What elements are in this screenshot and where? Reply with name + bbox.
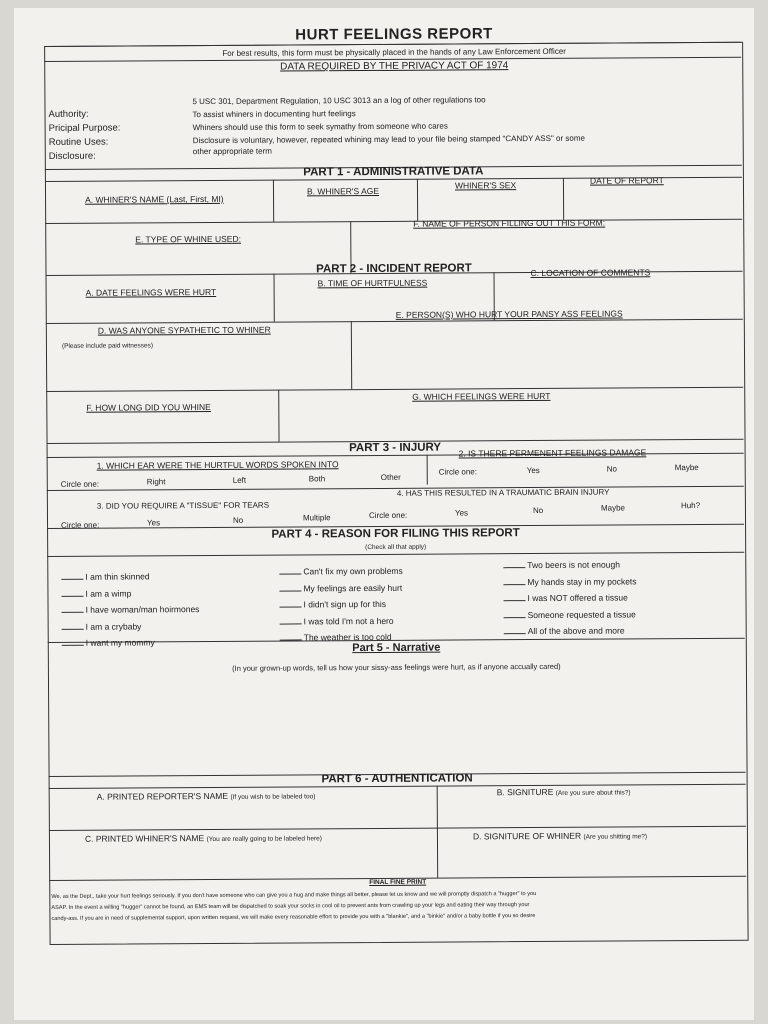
fine-print-heading: FINAL FINE PRINT bbox=[369, 878, 427, 887]
reason-item[interactable]: I didn't sign up for this bbox=[279, 596, 403, 613]
part3-q1-opt-both: Both bbox=[308, 474, 326, 484]
part3-q2-opt-maybe: Maybe bbox=[674, 463, 699, 473]
privacy-text-purpose: To assist whiners in documenting hurt feelings bbox=[192, 109, 356, 120]
privacy-text-authority: 5 USC 301, Department Regulation, 10 USC 3013 an a log of other regulations too bbox=[192, 95, 486, 107]
part4-note: (Check all that apply) bbox=[365, 543, 427, 552]
part6-signiture: B. SIGNITURE (Are you sure about this?) bbox=[496, 786, 631, 798]
reason-item[interactable]: All of the above and more bbox=[504, 622, 637, 639]
privacy-text-disclosure: Disclosure is voluntary, however, repeated whining may lead to your file being stamped "CANDY ASS" or some bbox=[192, 133, 585, 146]
part3-q4-opt-yes: Yes bbox=[454, 508, 469, 518]
privacy-label-authority: Authority: bbox=[48, 108, 89, 120]
part3-q3-opt-multiple: Multiple bbox=[302, 513, 331, 523]
part1-whiner-age: B. WHINER'S AGE bbox=[306, 185, 380, 197]
privacy-label-disclosure: Disclosure: bbox=[48, 150, 96, 162]
part2-time-hurt: B. TIME OF HURTFULNESS bbox=[317, 277, 428, 289]
reason-item[interactable]: I have woman/man hoirmones bbox=[62, 601, 200, 618]
part6-whiner-signiture: D. SIGNITURE OF WHINER (Are you shitting me?) bbox=[472, 830, 648, 842]
reason-item[interactable]: Someone requested a tissue bbox=[504, 606, 637, 623]
part3-q4-opt-no: No bbox=[532, 505, 544, 516]
part3-q4: 4. HAS THIS RESULTED IN A TRAUMATIC BRAIN INJURY bbox=[396, 487, 610, 498]
part4-heading: PART 4 - REASON FOR FILING THIS REPORT bbox=[271, 527, 520, 541]
privacy-labels bbox=[48, 108, 120, 164]
reason-item[interactable]: I am a crybaby bbox=[62, 618, 200, 635]
part3-q1-circle: Circle one: bbox=[60, 479, 100, 489]
part2-date-hurt: A. DATE FEELINGS WERE HURT bbox=[85, 286, 217, 298]
part4-col2 bbox=[279, 563, 403, 646]
fine-print-line: ASAP. In the event a willing "hugger" cannot be found, an EMS team will be dispatched to soak your socks in cool oil to prevent ants from crawling up your legs and eating their way through your bbox=[51, 902, 530, 911]
part3-q4-opt-huh: Huh? bbox=[680, 501, 701, 511]
part1-whiner-sex: WHINER'S SEX bbox=[454, 180, 517, 191]
part3-q3-opt-yes: Yes bbox=[146, 518, 161, 528]
part3-q1: 1. WHICH EAR WERE THE HURTFUL WORDS SPOKEN INTO bbox=[96, 459, 339, 471]
divider bbox=[427, 455, 428, 485]
part5-note: (In your grown-up words, tell us how your sissy-ass feelings were hurt, as if anyone accually cared) bbox=[232, 661, 561, 673]
fine-print-line: We, as the Dept., take your hurt feelings seriously. If you don't have someone who can give you a hug and make things all better, please let us know and we will promptly dispatch a "hugger" to you bbox=[51, 891, 537, 900]
paper-sheet bbox=[14, 8, 754, 1020]
part3-q3: 3. DID YOU REQUIRE A "TISSUE" FOR TEARS bbox=[96, 500, 270, 511]
privacy-texts bbox=[192, 93, 585, 156]
part1-whiner-name: A. WHINER'S NAME (Last, First, MI) bbox=[85, 193, 224, 205]
reason-item[interactable]: Two beers is not enough bbox=[503, 556, 636, 573]
privacy-label-uses: Routine Uses: bbox=[48, 136, 109, 148]
reason-item[interactable]: Can't fix my own problems bbox=[279, 563, 403, 580]
part3-q2-opt-no: No bbox=[606, 464, 617, 474]
part2-persons-hurt: E. PERSON(S) WHO HURT YOUR PANSY ASS FEELINGS bbox=[395, 308, 623, 320]
part3-heading: PART 3 - INJURY bbox=[349, 441, 442, 455]
part3-q3-opt-no: No bbox=[232, 515, 244, 525]
part5-heading: Part 5 - Narrative bbox=[352, 641, 441, 655]
privacy-text-term: other appropriate term bbox=[192, 146, 272, 157]
part2-how-long: F. HOW LONG DID YOU WHINE bbox=[86, 401, 211, 413]
reason-item[interactable]: My hands stay in my pockets bbox=[503, 573, 636, 590]
narrative-area[interactable] bbox=[68, 680, 729, 772]
part3-q3-circle: Circle one: bbox=[61, 520, 100, 530]
form-title: HURT FEELINGS REPORT bbox=[295, 25, 493, 44]
part1-date-report: DATE OF REPORT bbox=[589, 175, 664, 186]
part3-q1-opt-left: Left bbox=[232, 475, 247, 485]
part3-q2: 2. IS THERE PERMENENT FEELINGS DAMAGE bbox=[458, 447, 647, 459]
part3-q4-opt-maybe: Maybe bbox=[600, 503, 625, 513]
part4-col1 bbox=[61, 568, 199, 651]
part3-q1-opt-other: Other bbox=[380, 472, 401, 482]
part3-q2-opt-yes: Yes bbox=[526, 465, 540, 476]
part2-sympathetic: D. WAS ANYONE SYPATHETIC TO WHINER bbox=[97, 324, 271, 336]
reason-item[interactable]: The weather is too cold bbox=[280, 629, 404, 646]
reason-item[interactable]: My feelings are easily hurt bbox=[279, 579, 403, 596]
part3-q4-circle: Circle one: bbox=[368, 510, 408, 521]
reason-item[interactable]: I am thin skinned bbox=[61, 568, 199, 585]
privacy-text-uses: Whiners should use this form to seek symathy from someone who cares bbox=[192, 121, 448, 133]
reason-item[interactable]: I was NOT offered a tissue bbox=[503, 589, 636, 606]
reason-item[interactable]: I was told I'm not a hero bbox=[280, 612, 404, 629]
privacy-heading: DATA REQUIRED BY THE PRIVACY ACT OF 1974 bbox=[280, 60, 509, 73]
part6-heading: PART 6 - AUTHENTICATION bbox=[321, 772, 473, 786]
part2-which-feelings: G. WHICH FEELINGS WERE HURT bbox=[412, 390, 551, 402]
hurt-feelings-form bbox=[44, 24, 750, 943]
part3-q1-opt-right: Right bbox=[146, 477, 166, 487]
fine-print-text bbox=[51, 888, 746, 925]
reason-item[interactable]: I want my mommy bbox=[62, 634, 200, 651]
part1-type-whine: E. TYPE OF WHINE USED: bbox=[135, 233, 241, 245]
part4-col3 bbox=[503, 556, 637, 639]
part2-witness-note: (Please include paid witnesses) bbox=[61, 342, 154, 350]
part6-whiner-name: C. PRINTED WHINER'S NAME (You are really going to be labeled here) bbox=[84, 833, 322, 844]
reason-item[interactable]: I am a wimp bbox=[61, 585, 199, 602]
form-subtitle: For best results, this form must be physically placed in the hands of any Law Enforcement Officer bbox=[222, 46, 566, 58]
part3-q2-circle: Circle one: bbox=[438, 467, 477, 477]
part1-heading: PART 1 - ADMINISTRATIVE DATA bbox=[303, 165, 484, 179]
fine-print-line: candy-ass. If you are in need of supplemental support, upon written request, we will make every reasonable effort to provide you with a "blankie", and a "binkie" and/or a baby bottle if you so desire bbox=[51, 913, 536, 922]
part2-heading: PART 2 - INCIDENT REPORT bbox=[316, 262, 472, 276]
part6-reporter-name: A. PRINTED REPORTER'S NAME (If you wish to be labeled too) bbox=[96, 790, 316, 802]
part1-person-filling: F. NAME OF PERSON FILLING OUT THIS FORM: bbox=[413, 217, 606, 229]
privacy-label-purpose: Pricipal Purpose: bbox=[48, 122, 121, 134]
part2-location: C. LOCATION OF COMMENTS bbox=[530, 267, 651, 279]
